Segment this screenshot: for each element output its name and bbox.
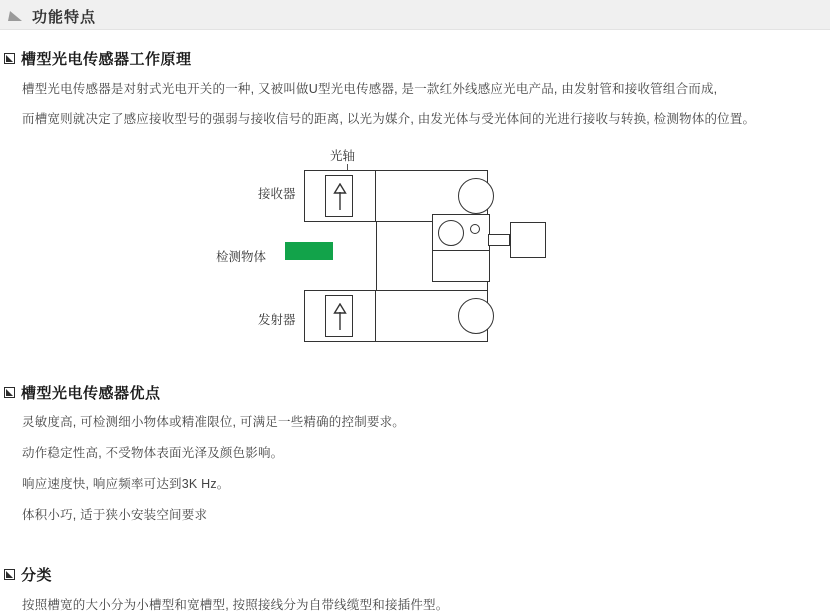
connector-neck — [488, 234, 510, 246]
arrow-up-icon — [333, 183, 347, 211]
section-heading-principle — [4, 48, 192, 69]
corner-triangle-icon — [8, 9, 24, 21]
detail-sub-panel — [432, 250, 490, 282]
paragraph: 而槽宽则就决定了感应接收型号的强弱与接收信号的距离, 以光为媒介, 由发光体与受光体间的光进行接收与转换, 检测物体的位置。 — [22, 112, 756, 126]
arrow-marker-icon — [4, 569, 15, 580]
section-title: 分类 — [21, 567, 53, 584]
paragraph: 槽型光电传感器是对射式光电开关的一种, 又被叫做U型光电传感器, 是一款红外线感应光电产品, 由发射管和接收管组合而成, — [22, 82, 718, 96]
mounting-hole-upper — [458, 178, 494, 214]
detail-circle-large — [438, 220, 464, 246]
paragraph: 灵敏度高, 可检测细小物体或精准限位, 可满足一些精确的控制要求。 — [22, 415, 405, 429]
slot-photoelectric-sensor-diagram — [200, 142, 620, 342]
diagram-label-optical-axis: 光轴 — [330, 149, 356, 163]
section-title: 槽型光电传感器优点 — [21, 385, 161, 402]
detected-object-indicator — [285, 242, 333, 260]
paragraph: 响应速度快, 响应频率可达到3K Hz。 — [22, 477, 230, 491]
arrow-marker-icon — [4, 387, 15, 398]
emitter-window — [325, 295, 353, 337]
diagram-label-receiver: 接收器 — [258, 187, 296, 201]
detail-circle-small — [470, 224, 480, 234]
section-title: 槽型光电传感器工作原理 — [21, 51, 192, 68]
paragraph: 动作稳定性高, 不受物体表面光泽及颜色影响。 — [22, 446, 284, 460]
receiver-window — [325, 175, 353, 217]
paragraph: 体积小巧, 适于狭小安装空间要求 — [22, 508, 208, 522]
paragraph: 按照槽宽的大小分为小槽型和宽槽型, 按照接线分为自带线缆型和接插件型。 — [22, 598, 449, 612]
page-banner — [0, 0, 830, 30]
diagram-label-detected-object: 检测物体 — [216, 250, 267, 264]
mounting-hole-lower — [458, 298, 494, 334]
arrow-up-icon — [333, 303, 347, 331]
page-title: 功能特点 — [32, 9, 97, 26]
section-heading-advantages — [4, 382, 161, 403]
diagram-label-emitter: 发射器 — [258, 313, 296, 327]
connector-block — [510, 222, 546, 258]
arrow-marker-icon — [4, 53, 15, 64]
section-heading-classification — [4, 564, 52, 585]
